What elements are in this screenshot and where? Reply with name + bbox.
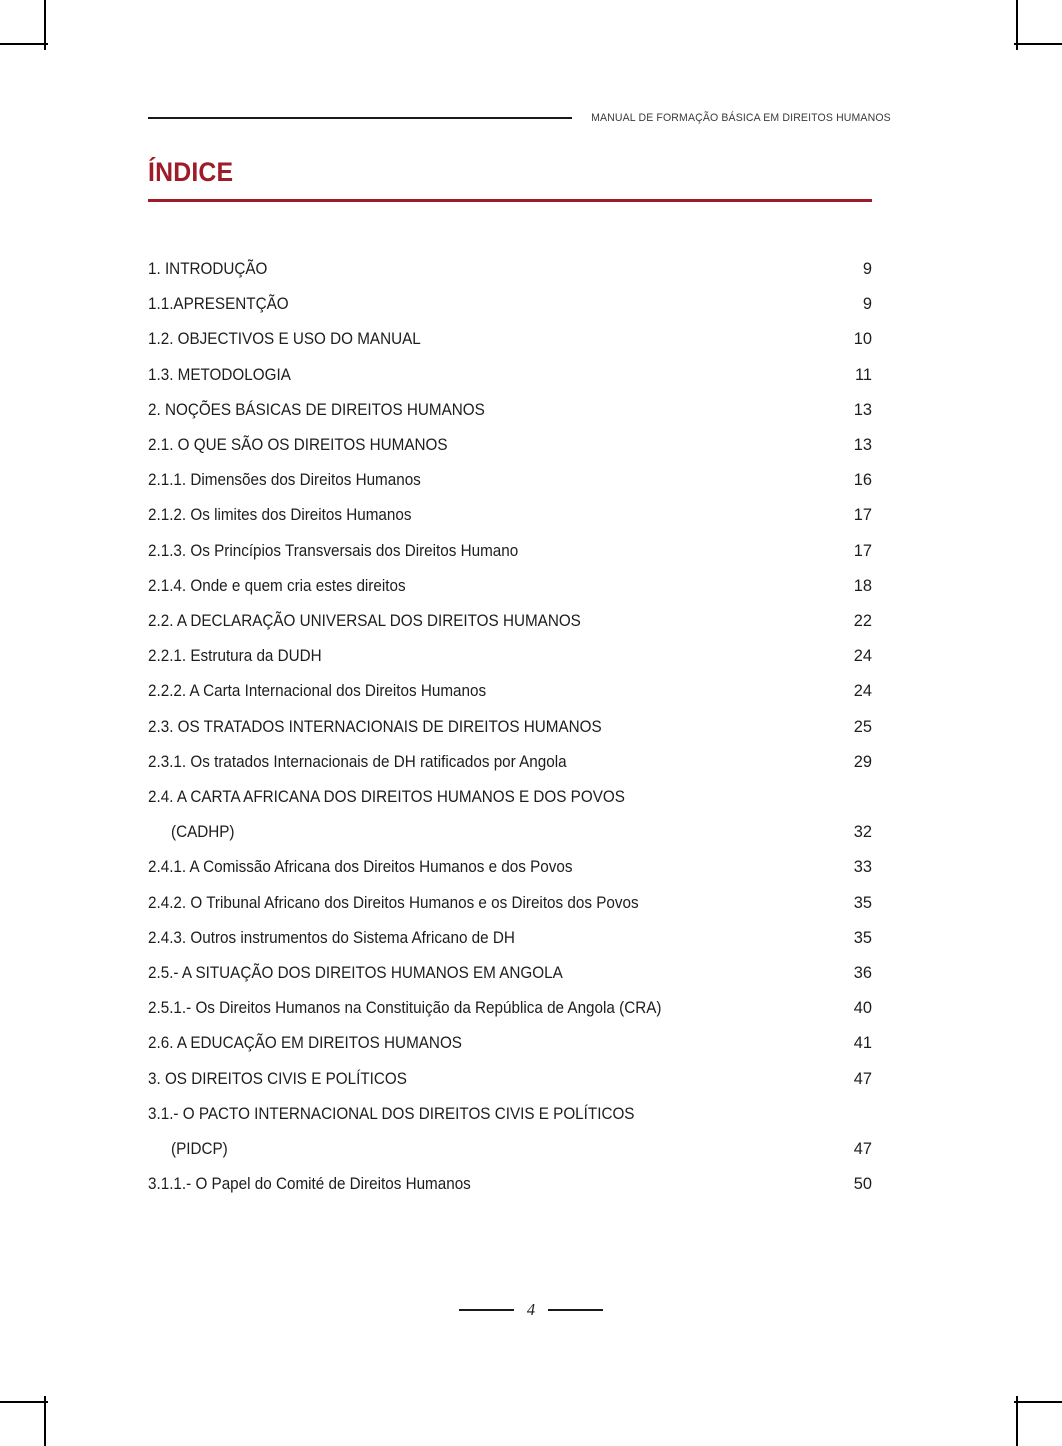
toc-entry[interactable] [148,921,872,956]
toc-page-number: 22 [853,612,872,631]
crop-mark-bottom-right-horizontal [1014,1401,1062,1403]
toc-entry[interactable] [148,1097,872,1167]
toc-entry[interactable] [148,358,872,393]
toc-page-number: 17 [853,541,872,560]
toc-page-number: 47 [853,1069,872,1088]
toc-dot-leader [495,1173,854,1189]
toc-dot-leader [239,821,853,837]
toc-dot-leader [431,504,853,520]
toc-entry-label: 2.1.2. Os limites dos Direitos Humanos [148,506,412,525]
toc-entry-label: 2.3.1. Os tratados Internacionais de DH ratificados por Angola [148,752,567,771]
toc-page-number: 35 [853,928,872,947]
toc-entry[interactable] [148,1062,872,1097]
toc-entry[interactable] [148,1167,872,1202]
toc-entry-label-continuation: (PIDCP) [171,1140,228,1159]
toc-entry-label: 1.2. OBJECTIVOS E USO DO MANUAL [148,330,421,349]
toc-page-number: 33 [853,858,872,877]
toc-dot-leader [425,574,854,590]
toc-entry[interactable] [148,498,872,533]
crop-mark-bottom-left-vertical [44,1396,46,1446]
toc-entry-label: 3.1.1.- O Papel do Comité de Direitos Humanos [148,1175,471,1194]
toc-entry[interactable] [148,639,872,674]
toc-entry-label: 2.1.3. Os Princípios Transversais dos Direitos Humano [148,541,519,560]
toc-dot-leader [426,1067,853,1083]
toc-page-number: 24 [853,647,872,666]
toc-entry-label: 1.3. METODOLOGIA [148,365,291,384]
footer-rule-left [459,1309,514,1310]
page-number: 4 [526,1300,536,1319]
toc-entry[interactable] [148,956,872,991]
toc-page-number: 9 [862,260,872,278]
toc-entry[interactable] [148,252,872,287]
toc-entry-label: 2. NOÇÕES BÁSICAS DE DIREITOS HUMANOS [148,400,485,419]
toc-entry-label: 2.5.- A SITUAÇÃO DOS DIREITOS HUMANOS EM ANGOLA [148,964,563,983]
footer-rule-right [548,1309,603,1310]
toc-entry-label: 2.3. OS TRATADOS INTERNACIONAIS DE DIREITOS HUMANOS [148,717,602,736]
toc-entry[interactable] [148,850,872,885]
toc-page-number: 16 [853,471,872,490]
toc-entry[interactable] [148,886,872,921]
toc-entry-label: 2.2.2. A Carta Internacional dos Direitos Humanos [148,682,487,701]
toc-dot-leader [546,539,854,555]
toc-dot-leader [441,469,853,485]
toc-page-number: 25 [853,717,872,736]
toc-entry[interactable] [148,674,872,709]
toc-entry-label: 1. INTRODUÇÃO [148,260,268,278]
toc-entry-label: 2.4.2. O Tribunal Africano dos Direitos Humanos e os Direitos dos Povos [148,893,639,912]
toc-page-number: 50 [853,1175,872,1194]
crop-mark-top-left-horizontal [0,43,48,45]
toc-page-number: 29 [853,752,872,771]
toc-entry-label: 2.2. A DECLARAÇÃO UNIVERSAL DOS DIREITOS HUMANOS [148,612,581,631]
toc-dot-leader [299,293,863,309]
toc-dot-leader [594,962,854,978]
toc-entry[interactable] [148,428,872,463]
toc-entry-label: 1.1.APRESENTÇÃO [148,295,289,314]
toc-dot-leader [232,1138,854,1154]
toc-entry-label: 2.1. O QUE SÃO OS DIREITOS HUMANOS [148,436,448,455]
toc-entry[interactable] [148,710,872,745]
toc-dot-leader [700,997,854,1013]
toc-page-number: 17 [853,506,872,525]
toc-entry-label: 2.4.3. Outros instrumentos do Sistema Africano de DH [148,928,515,947]
toc-page-number: 40 [853,999,872,1018]
toc-entry-label: 3.1.- O PACTO INTERNACIONAL DOS DIREITOS CIVIS E POLÍTICOS [148,1104,635,1123]
toc-dot-leader [542,926,853,942]
toc-page-number: 13 [853,436,872,455]
toc-page-number: 10 [853,330,872,349]
page-title-underline [148,199,872,202]
toc-page-number: 18 [853,576,872,595]
toc-dot-leader [276,258,862,274]
page-title: ÍNDICE [148,157,234,187]
toc-page-number: 32 [853,823,872,842]
toc-entry-label: 2.4. A CARTA AFRICANA DOS DIREITOS HUMANOS E DOS POVOS [148,788,625,807]
running-head-rule [148,117,572,119]
toc-dot-leader [470,434,854,450]
toc-dot-leader [510,398,854,414]
toc-entry[interactable] [148,780,872,850]
toc-entry[interactable] [148,569,872,604]
toc-entry[interactable] [148,287,872,322]
toc-entry[interactable] [148,534,872,569]
toc-dot-leader [604,856,853,872]
toc-dot-leader [676,891,854,907]
toc-entry-label: 2.4.1. A Comissão Africana dos Direitos Humanos e dos Povos [148,858,573,877]
toc-entry-label: 2.6. A EDUCAÇÃO EM DIREITOS HUMANOS [148,1034,462,1053]
toc-entry[interactable] [148,745,872,780]
toc-dot-leader [441,328,853,344]
toc-page-number: 47 [853,1140,872,1159]
toc-entry-label: 2.1.4. Onde e quem cria estes direitos [148,576,406,595]
toc-page-number: 11 [854,365,872,384]
crop-mark-bottom-left-horizontal [0,1401,48,1403]
table-of-contents [148,252,872,1202]
toc-entry[interactable] [148,604,872,639]
toc-page-number: 35 [853,893,872,912]
toc-dot-leader [302,363,855,379]
toc-entry[interactable] [148,322,872,357]
running-head [148,112,891,124]
toc-entry-label: 2.5.1.- Os Direitos Humanos na Constituição da República de Angola (CRA) [148,999,662,1018]
toc-dot-leader [335,645,854,661]
crop-mark-top-right-horizontal [1014,43,1062,45]
toc-dot-leader [636,715,854,731]
toc-page-number: 24 [853,682,872,701]
toc-dot-leader [613,610,853,626]
crop-mark-bottom-right-vertical [1016,1396,1018,1446]
toc-entry[interactable] [148,463,872,498]
toc-entry-label: 2.2.1. Estrutura da DUDH [148,647,322,666]
page-footer [0,1300,1062,1320]
toc-entry[interactable] [148,991,872,1026]
toc-page-number: 41 [853,1034,872,1053]
toc-dot-leader [598,750,854,766]
toc-entry[interactable] [148,393,872,428]
toc-page-number: 36 [853,964,872,983]
toc-entry-label: 2.1.1. Dimensões dos Direitos Humanos [148,471,421,490]
toc-page-number: 13 [853,400,872,419]
toc-entry[interactable] [148,1026,872,1061]
toc-dot-leader [512,680,854,696]
toc-page-number: 9 [862,295,872,314]
toc-entry-label-continuation: (CADHP) [171,823,235,842]
toc-dot-leader [486,1032,854,1048]
toc-entry-label: 3. OS DIREITOS CIVIS E POLÍTICOS [148,1069,407,1088]
running-head-text: MANUAL DE FORMAÇÃO BÁSICA EM DIREITOS HUMANOS [591,112,891,124]
